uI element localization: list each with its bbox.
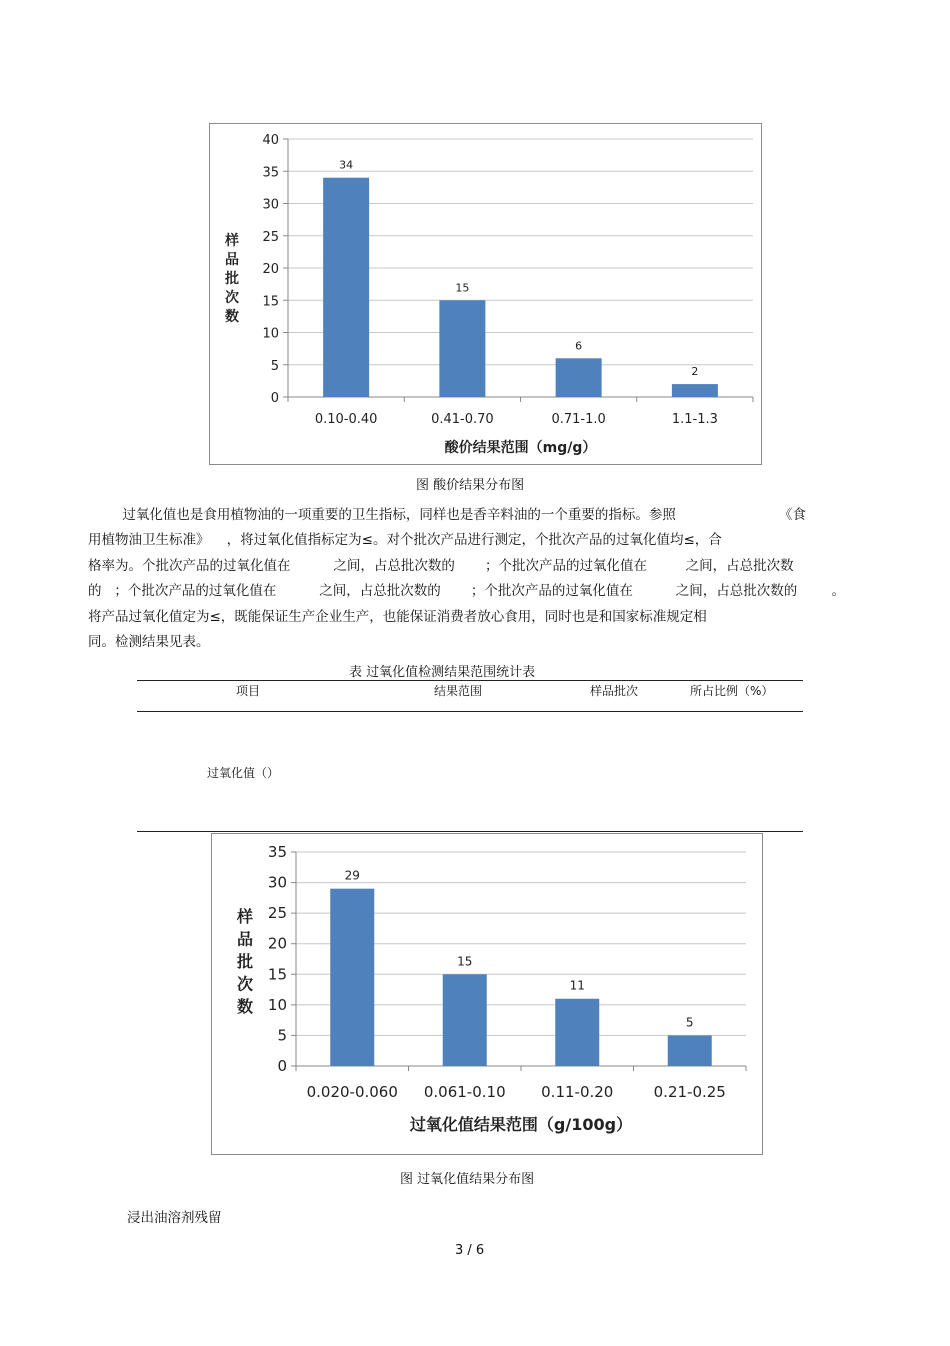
y-tick-label: 20 bbox=[262, 262, 279, 277]
paragraph-line: 用植物油卫生标准》 ，将过氧化值指标定为≤。对个批次产品进行测定，个批次产品的过氧化值均≤，合 bbox=[88, 532, 722, 548]
figure-caption-acid-value: 图 酸价结果分布图 bbox=[416, 478, 525, 493]
table-header-item: 项目 bbox=[236, 684, 261, 698]
bar bbox=[672, 384, 718, 397]
y-axis-label-char: 样 bbox=[225, 233, 239, 249]
y-tick-label: 15 bbox=[262, 294, 279, 310]
x-tick-label: 1.1-1.3 bbox=[671, 412, 718, 427]
y-axis-label-char: 次 bbox=[236, 974, 254, 994]
table-top-rule bbox=[137, 680, 803, 681]
y-tick-label: 0 bbox=[277, 1057, 287, 1075]
y-tick-label: 30 bbox=[262, 197, 279, 213]
x-tick-label: 0.061-0.10 bbox=[423, 1083, 506, 1101]
y-tick-label: 40 bbox=[262, 133, 279, 148]
x-tick-label: 0.11-0.20 bbox=[541, 1083, 614, 1101]
data-label: 5 bbox=[685, 1015, 694, 1030]
y-axis-label-char: 批 bbox=[236, 952, 254, 971]
bar bbox=[556, 358, 602, 397]
table-caption: 表 过氧化值检测结果范围统计表 bbox=[349, 665, 536, 680]
paragraph-line: 将产品过氧化值定为≤，既能保证生产企业生产，也能保证消费者放心食用，同时也是和国家标准规定相 bbox=[88, 609, 707, 625]
data-label: 2 bbox=[691, 365, 699, 379]
y-axis-label-char: 数 bbox=[236, 997, 254, 1016]
y-axis-label-char: 样 bbox=[236, 907, 254, 926]
y-axis-label-char: 品 bbox=[225, 252, 239, 268]
bar bbox=[443, 974, 487, 1066]
table-header-batches: 样品批次 bbox=[590, 684, 639, 698]
peroxide-value-chart-svg bbox=[212, 834, 762, 1154]
acid-value-chart-svg bbox=[210, 124, 761, 464]
paragraph-line: 同。检测结果见表。 bbox=[88, 634, 210, 650]
x-tick-label: 0.020-0.060 bbox=[306, 1083, 398, 1101]
data-label: 15 bbox=[455, 281, 470, 295]
table-row-label: 过氧化值（） bbox=[207, 766, 280, 780]
bar bbox=[323, 178, 369, 397]
y-axis-label-char: 品 bbox=[236, 929, 254, 949]
y-tick-label: 25 bbox=[262, 229, 279, 245]
y-tick-label: 5 bbox=[277, 1026, 287, 1045]
bar bbox=[668, 1035, 712, 1066]
table-bottom-rule bbox=[137, 831, 803, 832]
table-header-range: 结果范围 bbox=[434, 684, 483, 698]
y-tick-label: 5 bbox=[270, 358, 279, 374]
y-axis-label-char: 数 bbox=[225, 309, 239, 325]
y-tick-label: 0 bbox=[270, 391, 279, 406]
data-label: 34 bbox=[339, 158, 354, 172]
paragraph-line: 过氧化值也是食用植物油的一项重要的卫生指标，同样也是香辛料油的一个重要的指标。参照 《食 bbox=[88, 507, 806, 523]
y-tick-label: 20 bbox=[267, 934, 287, 953]
bar bbox=[330, 889, 374, 1066]
x-tick-label: 0.10-0.40 bbox=[314, 412, 378, 427]
y-tick-label: 30 bbox=[267, 873, 287, 892]
x-axis-label: 过氧化值结果范围（g/100g） bbox=[409, 1115, 633, 1134]
y-tick-label: 15 bbox=[267, 965, 287, 984]
data-label: 6 bbox=[575, 339, 583, 353]
y-tick-label: 25 bbox=[267, 904, 287, 923]
data-label: 29 bbox=[344, 868, 360, 883]
data-label: 11 bbox=[569, 978, 585, 993]
section-heading: 浸出油溶剂残留 bbox=[127, 1210, 222, 1226]
x-tick-label: 0.41-0.70 bbox=[431, 412, 494, 427]
x-tick-label: 0.21-0.25 bbox=[653, 1083, 726, 1101]
x-axis-label: 酸价结果范围（mg/g） bbox=[444, 440, 597, 456]
y-axis-label-char: 次 bbox=[225, 290, 239, 306]
bar bbox=[555, 999, 599, 1066]
bar bbox=[439, 300, 485, 397]
y-tick-label: 10 bbox=[267, 995, 287, 1014]
y-tick-label: 35 bbox=[267, 843, 287, 861]
paragraph-line: 的 ；个批次产品的过氧化值在 之间，占总批次数的 ；个批次产品的过氧化值在 之间，占总批次数的 。 bbox=[88, 583, 846, 599]
y-tick-label: 10 bbox=[262, 326, 279, 342]
peroxide-value-chart bbox=[211, 833, 763, 1155]
acid-value-chart bbox=[209, 123, 762, 465]
table-header-rule bbox=[137, 711, 803, 712]
figure-caption-peroxide-value: 图 过氧化值结果分布图 bbox=[400, 1172, 535, 1187]
y-tick-label: 35 bbox=[262, 165, 279, 181]
x-tick-label: 0.71-1.0 bbox=[551, 412, 606, 427]
page-number: 3 / 6 bbox=[455, 1243, 485, 1258]
y-axis-label-char: 批 bbox=[225, 271, 239, 287]
paragraph-line: 格率为。个批次产品的过氧化值在 之间，占总批次数的 ；个批次产品的过氧化值在 之间，占总批次数 bbox=[88, 558, 794, 574]
table-header-ratio: 所占比例（%） bbox=[690, 684, 774, 698]
data-label: 15 bbox=[457, 954, 473, 969]
